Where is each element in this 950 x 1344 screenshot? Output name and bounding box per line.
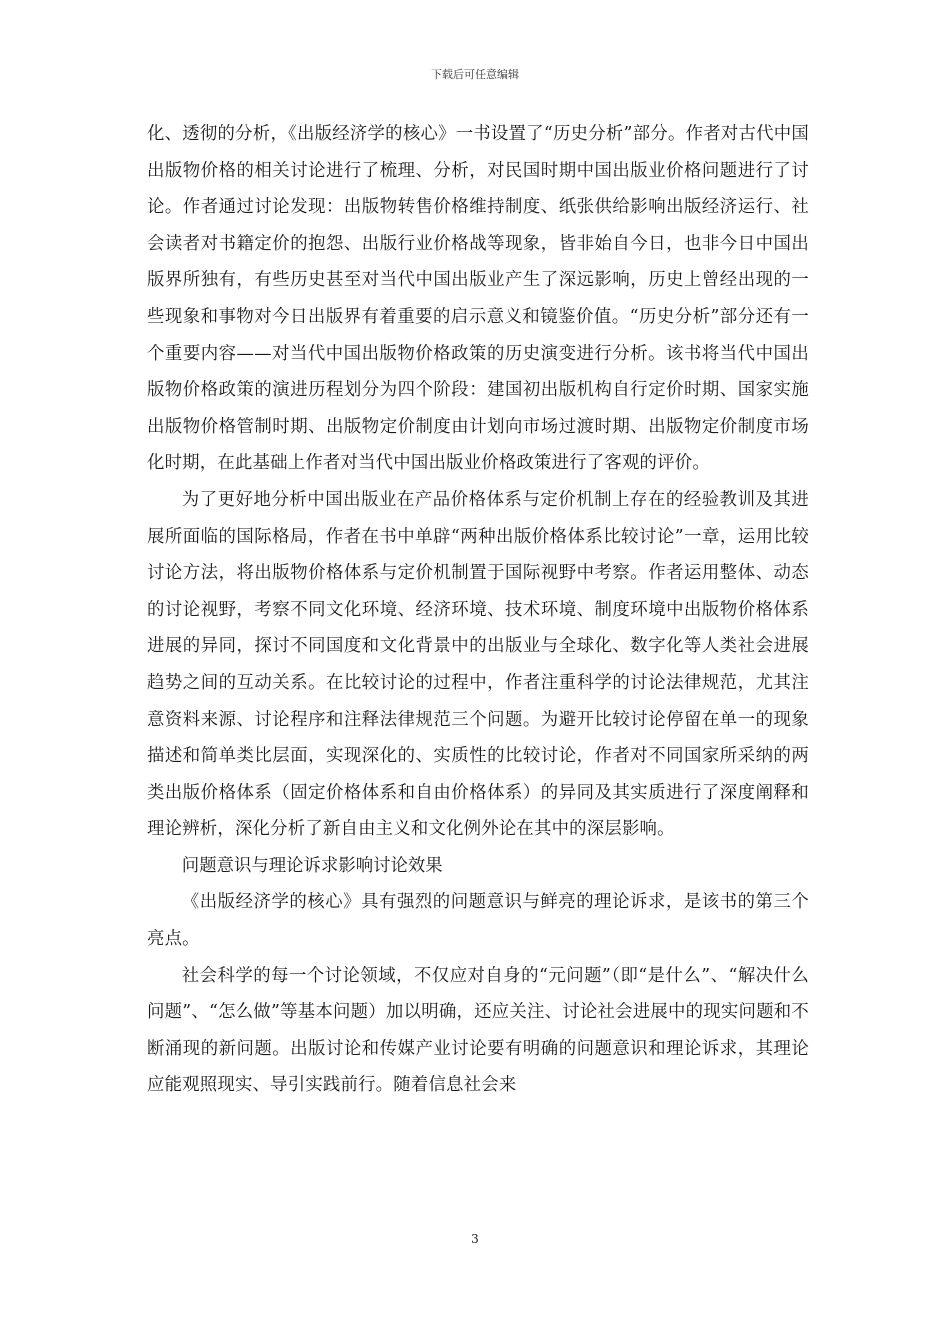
document-body (147, 116, 809, 1104)
page-number: 3 (471, 1232, 479, 1246)
paragraph-third-highlight: 《出版经济学的核心》具有强烈的问题意识与鲜亮的理论诉求，是该书的第三个亮点。 (147, 892, 809, 950)
paragraph-comparative-study: 为了更好地分析中国出版业在产品价格体系与定价机制上存在的经验教训及其进展所面临的国际格局，作者在书中单辟“两种出版价格体系比较讨论”一章，运用比较讨论方法，将出版物价格体系与定价机制置于国际视野中考察。作者运用整体、动态的讨论视野，考察不同文化环境、经济环境、技术环境、制度环境中出版物价格体系进展的异同，探讨不同国度和文化背景中的出版业与全球化、数字化等人类社会进展趋势之间的互动关系。在比较讨论的过程中，作者注重科学的讨论法律规范，尤其注意资料来源、讨论程序和注释法律规范三个问题。为避开比较讨论停留在单一的现象描述和简单类比层面，实现深化的、实质性的比较讨论，作者对不同国家所采纳的两类出版价格体系（固定价格体系和自由价格体系）的异同及其实质进行了深度阐释和理论辨析，深化分析了新自由主义和文化例外论在其中的深层影响。 (147, 489, 809, 840)
page-header: 下载后可任意编辑 (431, 68, 519, 81)
paragraph-social-science: 社会科学的每一个讨论领域，不仅应对自身的“元问题”（即“是什么”、“解决什么问题”、“怎么做”等基本问题）加以明确，还应关注、讨论社会进展中的现实问题和不断涌现的新问题。出版讨论和传媒产业讨论要有明确的问题意识和理论诉求，其理论应能观照现实、导引实践前行。随着信息社会来 (147, 965, 809, 1096)
paragraph-history-analysis: 化、透彻的分析，《出版经济学的核心》一书设置了“历史分析”部分。作者对古代中国出版物价格的相关讨论进行了梳理、分析，对民国时期中国出版业价格问题进行了讨论。作者通过讨论发现：出版物转售价格维持制度、纸张供给影响出版经济运行、社会读者对书籍定价的抱怨、出版行业价格战等现象，皆非始自今日，也非今日中国出版界所独有，有些历史甚至对当代中国出版业产生了深远影响，历史上曾经出现的一些现象和事物对今日出版界有着重要的启示意义和镜鉴价值。“历史分析”部分还有一个重要内容——对当代中国出版物价格政策的历史演变进行分析。该书将当代中国出版物价格政策的演进历程划分为四个阶段：建国初出版机构自行定价时期、国家实施出版物价格管制时期、出版物定价制度由计划向市场过渡时期、出版物定价制度市场化时期，在此基础上作者对当代中国出版业价格政策进行了客观的评价。 (147, 124, 809, 474)
section-subheading: 问题意识与理论诉求影响讨论效果 (181, 855, 443, 876)
